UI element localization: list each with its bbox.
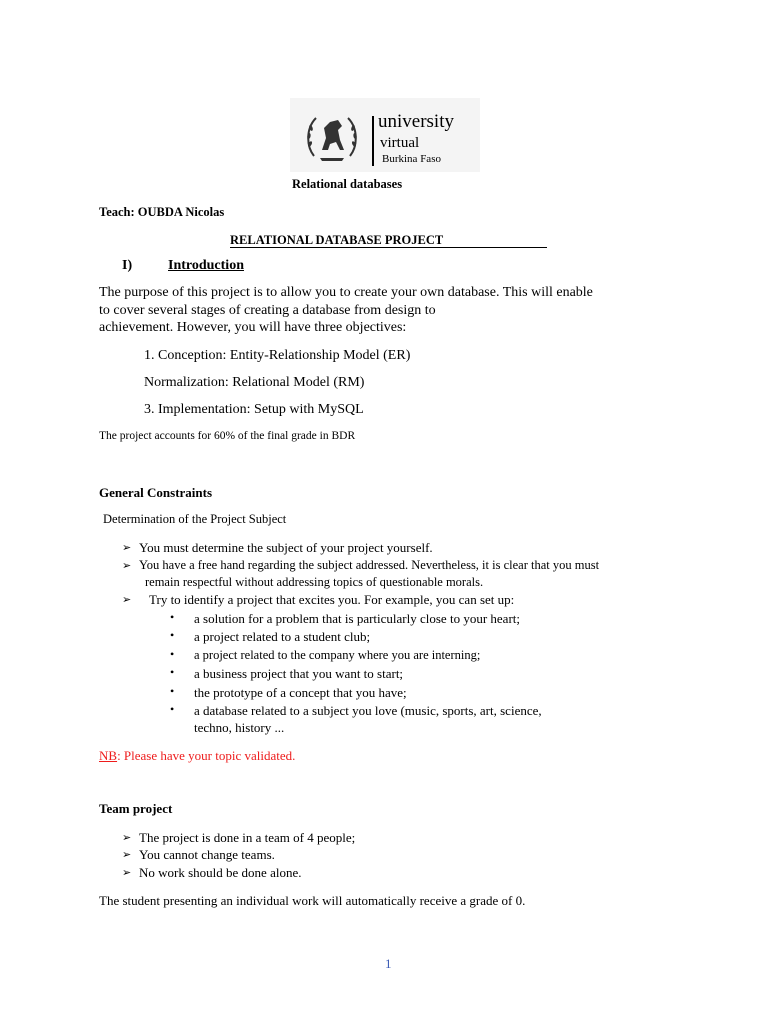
example-item: a database related to a subject you love (music, sports, art, science, [194,703,542,718]
project-title [230,233,547,248]
arrow-bullet-icon: ➢ [122,831,132,844]
constraint-item: You must determine the subject of your project yourself. [139,540,433,555]
bullet-dot-icon: • [170,610,175,624]
logo-text-virtual: virtual [380,135,420,151]
example-item: a project related to a student club; [194,629,371,644]
constraints-heading: General Constraints [99,485,213,500]
logo-text-university: university [378,111,454,132]
constraint-item: Try to identify a project that excites you. For example, you can set up: [149,592,515,607]
objective-item: Normalization: Relational Model (RM) [144,375,365,390]
team-item: The project is done in a team of 4 people; [139,830,356,845]
example-item: a project related to the company where you are interning; [194,648,481,662]
arrow-bullet-icon: ➢ [122,559,132,572]
intro-paragraph-line-2: to cover several stages of creating a database from design to [99,303,436,318]
logo-text-country: Burkina Faso [382,153,441,165]
arrow-bullet-icon: ➢ [122,541,132,554]
bullet-dot-icon: • [170,702,175,716]
arrow-bullet-icon: ➢ [122,848,132,861]
constraint-item-continued: remain respectful without addressing topics of questionable morals. [145,575,484,589]
team-item: No work should be done alone. [139,865,302,880]
bullet-dot-icon: • [170,665,175,679]
team-closing-note: The student presenting an individual work will automatically receive a grade of 0. [99,893,526,908]
objective-item: 1. Conception: Entity-Relationship Model (ER) [144,348,411,363]
example-item: the prototype of a concept that you have; [194,685,407,700]
bullet-dot-icon: • [170,647,175,661]
constraints-subheading: Determination of the Project Subject [103,512,287,526]
example-item: a solution for a problem that is particularly close to your heart; [194,611,520,626]
logo-divider [372,116,374,166]
bullet-dot-icon: • [170,628,175,642]
section-numeral: I) [122,258,133,273]
project-title-text: RELATIONAL DATABASE PROJECT [230,233,444,247]
course-subject: Relational databases [292,177,403,191]
example-item-continued: techno, history ... [194,720,285,735]
objective-item: 3. Implementation: Setup with MySQL [144,402,364,417]
intro-paragraph-line-3: achievement. However, you will have three objectives: [99,320,407,335]
page-number: 1 [385,956,392,971]
nb-text: : Please have your topic validated. [117,748,296,763]
example-item: a business project that you want to start; [194,666,404,681]
intro-paragraph-line-1: The purpose of this project is to allow you to create your own database. This will enable [99,285,593,300]
intro-heading: Introduction [168,258,244,273]
nb-note [99,748,295,764]
arrow-bullet-icon: ➢ [122,593,132,606]
bullet-dot-icon: • [170,684,175,698]
horse-emblem-icon [304,110,360,164]
constraint-item: You have a free hand regarding the subject addressed. Nevertheless, it is clear that you must [139,558,600,572]
grade-note: The project accounts for 60% of the final grade in BDR [99,430,356,442]
team-heading: Team project [99,801,173,816]
teacher-name: Teach: OUBDA Nicolas [99,205,225,219]
nb-label: NB [99,748,118,763]
arrow-bullet-icon: ➢ [122,866,132,879]
university-logo [290,98,480,172]
team-item: You cannot change teams. [139,847,275,862]
